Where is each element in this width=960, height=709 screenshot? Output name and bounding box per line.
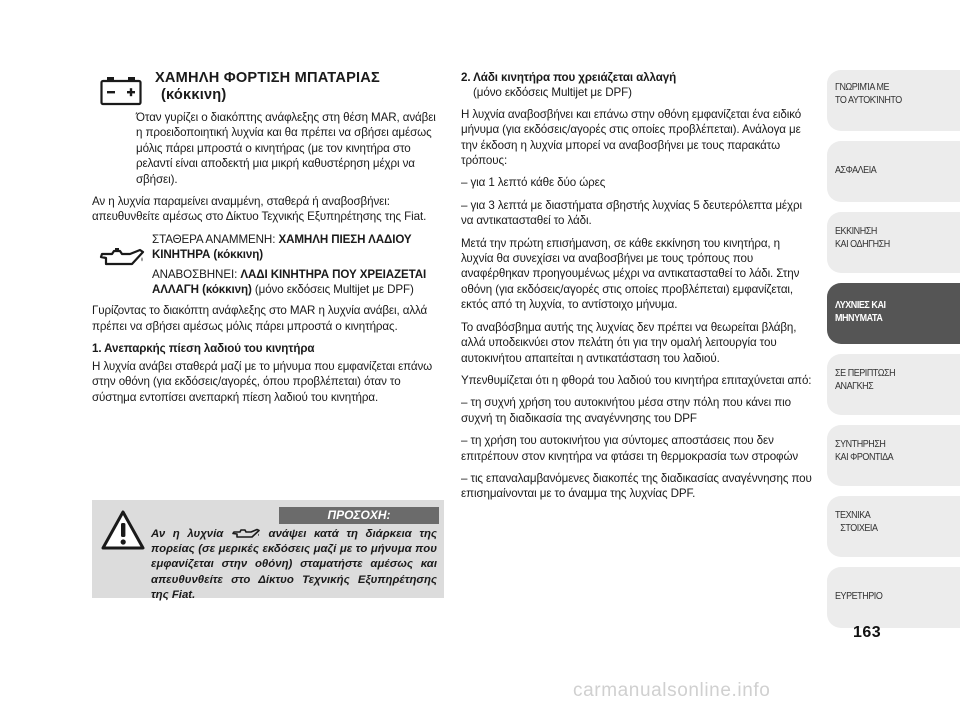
battery-paragraph-1: Όταν γυρίζει ο διακόπτης ανάφλεξης στη θέση MAR, ανάβει η προειδοποιητική λυχνία και θα πρέπει να σβήσει αμέσως μόλις πάρει μπροστά ο κινητήρας (με τον κινητήρα στο ρελαντί είναι αποδεκτή μια μικρή καθυστέρηση μέχρι να σβήσει). — [136, 111, 436, 186]
tab-label: ΛΥΧΝΙΕΣ ΚΑΙ — [835, 300, 886, 311]
warning-box — [92, 500, 444, 601]
warning-text-line — [104, 527, 437, 603]
mid-bullet-5: – τις επαναλαμβανόμενες διακοπές της διαδικασίας αναγέννησης που επισημαίνονται με το άναμμα της λυχνίας DPF. — [461, 471, 812, 501]
oil-steady-line — [152, 232, 444, 263]
oil-flash-prefix: ΑΝΑΒΟΣΒΗΝΕΙ: — [152, 267, 241, 281]
oil-flash-line — [152, 267, 444, 298]
mid-bullet-1: – για 1 λεπτό κάθε δύο ώρες — [461, 176, 606, 190]
watermark: carmanualsonline.info — [573, 680, 771, 701]
oil-steady-prefix: ΣΤΑΘΕΡΑ ΑΝΑΜΜΕΝΗ: — [152, 232, 279, 246]
mid-paragraph-3: Το αναβόσβημα αυτής της λυχνίας δεν πρέπει να θεωρείται βλάβη, αλλά υποδεικνύει στον πελάτη ότι για την ομαλή λειτουργία του αυτοκινήτου απαιτείται η αντικατάσταση του λαδιού. — [461, 320, 797, 365]
tab-starting-driving[interactable] — [827, 212, 960, 273]
tab-label: ΚΑΙ ΦΡΟΝΤΙΔΑ — [835, 451, 894, 463]
mid-bullet-4: – τη χρήση του αυτοκινήτου για σύντομες αποστάσεις που δεν επιτρέπουν στον κινητήρα να φτάσει τη θερμοκρασία των στροφών — [461, 434, 799, 463]
battery-icon — [100, 76, 142, 106]
oil-flash-rest: (μόνο εκδόσεις Multijet με DPF) — [251, 283, 414, 297]
oil-can-icon — [96, 244, 146, 270]
inline-oil-can-icon — [231, 527, 261, 539]
section-2-heading-text: 2. Λάδι κινητήρα που χρειάζεται αλλαγή — [461, 71, 677, 84]
oil-paragraph-1: Γυρίζοντας το διακόπτη ανάφλεξης στο MAR η λυχνία ανάβει, αλλά πρέπει να σβήσει αμέσως μόλις πάρει μπροστά ο κινητήρας. — [92, 304, 428, 333]
mid-bullet-2: – για 3 λεπτά με διαστήματα σβηστής λυχνίας 5 δευτερόλεπτα μέχρι να αντικατασταθεί το λάδι. — [461, 198, 802, 228]
tab-label: ΣΕ ΠΕΡΙΠΤΩΣΗ — [835, 368, 896, 379]
battery-section-header — [92, 70, 444, 118]
tab-label: ΜΗΝΥΜΑΤΑ — [835, 312, 883, 324]
oil-section-header — [92, 232, 444, 298]
tab-label: ΣΥΝΤΗΡΗΣΗ — [835, 439, 886, 450]
mid-paragraph-1: Η λυχνία αναβοσβήνει και επάνω στην οθόνη εμφανίζεται ένα ειδικό μήνυμα (για εκδόσεις/αγορές στις οποίες προβλέπεται). Ανάλογα με την έκδοση η λυχνία μπορεί να αναβοσβήνει με τους παρακάτω τρόπους: — [461, 107, 802, 168]
battery-title — [155, 70, 380, 104]
tab-safety[interactable] — [827, 141, 960, 202]
tab-label: ΓΝΩΡΙΜΊΑ ΜΕ — [835, 82, 890, 93]
warning-text-before: Αν η λυχνία — [151, 528, 231, 540]
tab-technical-data[interactable] — [827, 496, 960, 557]
battery-title-text: ΧΑΜΗΛΗ ΦΟΡΤΙΣΗ ΜΠΑΤΑΡΙΑΣ — [155, 70, 380, 86]
left-column — [92, 70, 444, 412]
tab-maintenance-care[interactable] — [827, 425, 960, 486]
warning-title: ΠΡΟΣΟΧΗ: — [279, 507, 439, 524]
oil-heading-1 — [92, 341, 444, 356]
oil-heading-1-text: 1. Ανεπαρκής πίεση λαδιού του κινητήρα — [92, 342, 315, 356]
tab-label: ΤΕΧΝΙΚΑ — [835, 510, 871, 521]
page-number: 163 — [853, 624, 882, 641]
mid-paragraph-4: Υπενθυμίζεται ότι η φθορά του λαδιού του κινητήρα επιταχύνεται από: — [461, 373, 812, 387]
mid-bullet-3: – τη συχνή χρήση του αυτοκινήτου μέσα στην πόλη που κάνει πιο συχνή τη διαδικασία της αναγέννησης του DPF — [461, 396, 791, 425]
tab-getting-to-know[interactable] — [827, 70, 960, 131]
tab-label: ΑΝΑΓΚΗΣ — [835, 380, 874, 392]
tab-label: ΚΑΙ ΟΔΗΓΗΣΗ — [835, 238, 890, 250]
section-2-heading — [461, 70, 814, 85]
middle-column — [461, 70, 814, 509]
tab-emergency[interactable] — [827, 354, 960, 415]
tab-label: ΕΥΡΕΤΗΡΙΟ — [835, 591, 883, 602]
warning-text — [104, 527, 437, 603]
oil-flash-bold: ΛΑΔΙ ΚΙΝΗΤΗΡΑ ΠΟΥ ΧΡΕΙΑΖΕΤΑΙ ΑΛΛΑΓΗ (κόκκινη) — [152, 267, 427, 297]
tab-warning-lights-messages[interactable] — [827, 283, 960, 344]
tab-label: ΣΤΟΙΧΕΙΑ — [840, 522, 878, 534]
section-2-subheading: (μόνο εκδόσεις Multijet με DPF) — [473, 86, 632, 100]
tab-index[interactable] — [827, 567, 960, 628]
tab-label: ΤΟ ΑΥΤΟΚΊΝΗΤΟ — [835, 94, 902, 106]
oil-paragraph-2: Η λυχνία ανάβει σταθερά μαζί με το μήνυμα που εμφανίζεται επάνω στην οθόνη (για εκδόσεις/αγορές, όπου προβλέπεται) όταν το σύστημα εντοπίσει ανεπαρκή πίεση λαδιού του κινητήρα. — [92, 359, 433, 404]
mid-paragraph-2: Μετά την πρώτη επισήμανση, σε κάθε εκκίνηση του κινητήρα, η λυχνία θα συνεχίσει να αναβοσβήνει με τους τρόπους που αναφέρθηκαν προηγουμένως μέχρι να αντικατασταθεί το λάδι. Στην οθόνη (για εκδόσεις/αγορές στις οποίες προβλέπεται) εμφανίζεται, εκτός από τη λυχνία, το αντίστοιχο μήνυμα. — [461, 236, 800, 312]
tab-label: ΕΚΚΙΝΗΣΗ — [835, 226, 877, 237]
warning-text-after: ανάψει κατά τη διάρκεια της πορείας (σε μερικές εκδόσεις μαζί με το μήνυμα που εμφανίζεται στην οθόνη) σταματήστε αμέσως και απευθυνθείτε στο Δίκτυο Τεχνικής Εξυπηρέτησης της Fiat. — [151, 528, 437, 601]
oil-steady-bold: ΧΑΜΗΛΗ ΠΙΕΣΗ ΛΑΔΙΟΥ ΚΙΝΗΤΗΡΑ (κόκκινη) — [152, 232, 412, 262]
tab-label: ΑΣΦΑΛΕΙΑ — [835, 165, 877, 176]
battery-paragraph-2: Αν η λυχνία παραμείνει αναμμένη, σταθερά ή αναβοσβήνει: απευθυνθείτε αμέσως στο Δίκτυο Τεχνικής Εξυπηρέτησης της Fiat. — [92, 195, 427, 224]
battery-subtitle: (κόκκινη) — [161, 87, 227, 103]
